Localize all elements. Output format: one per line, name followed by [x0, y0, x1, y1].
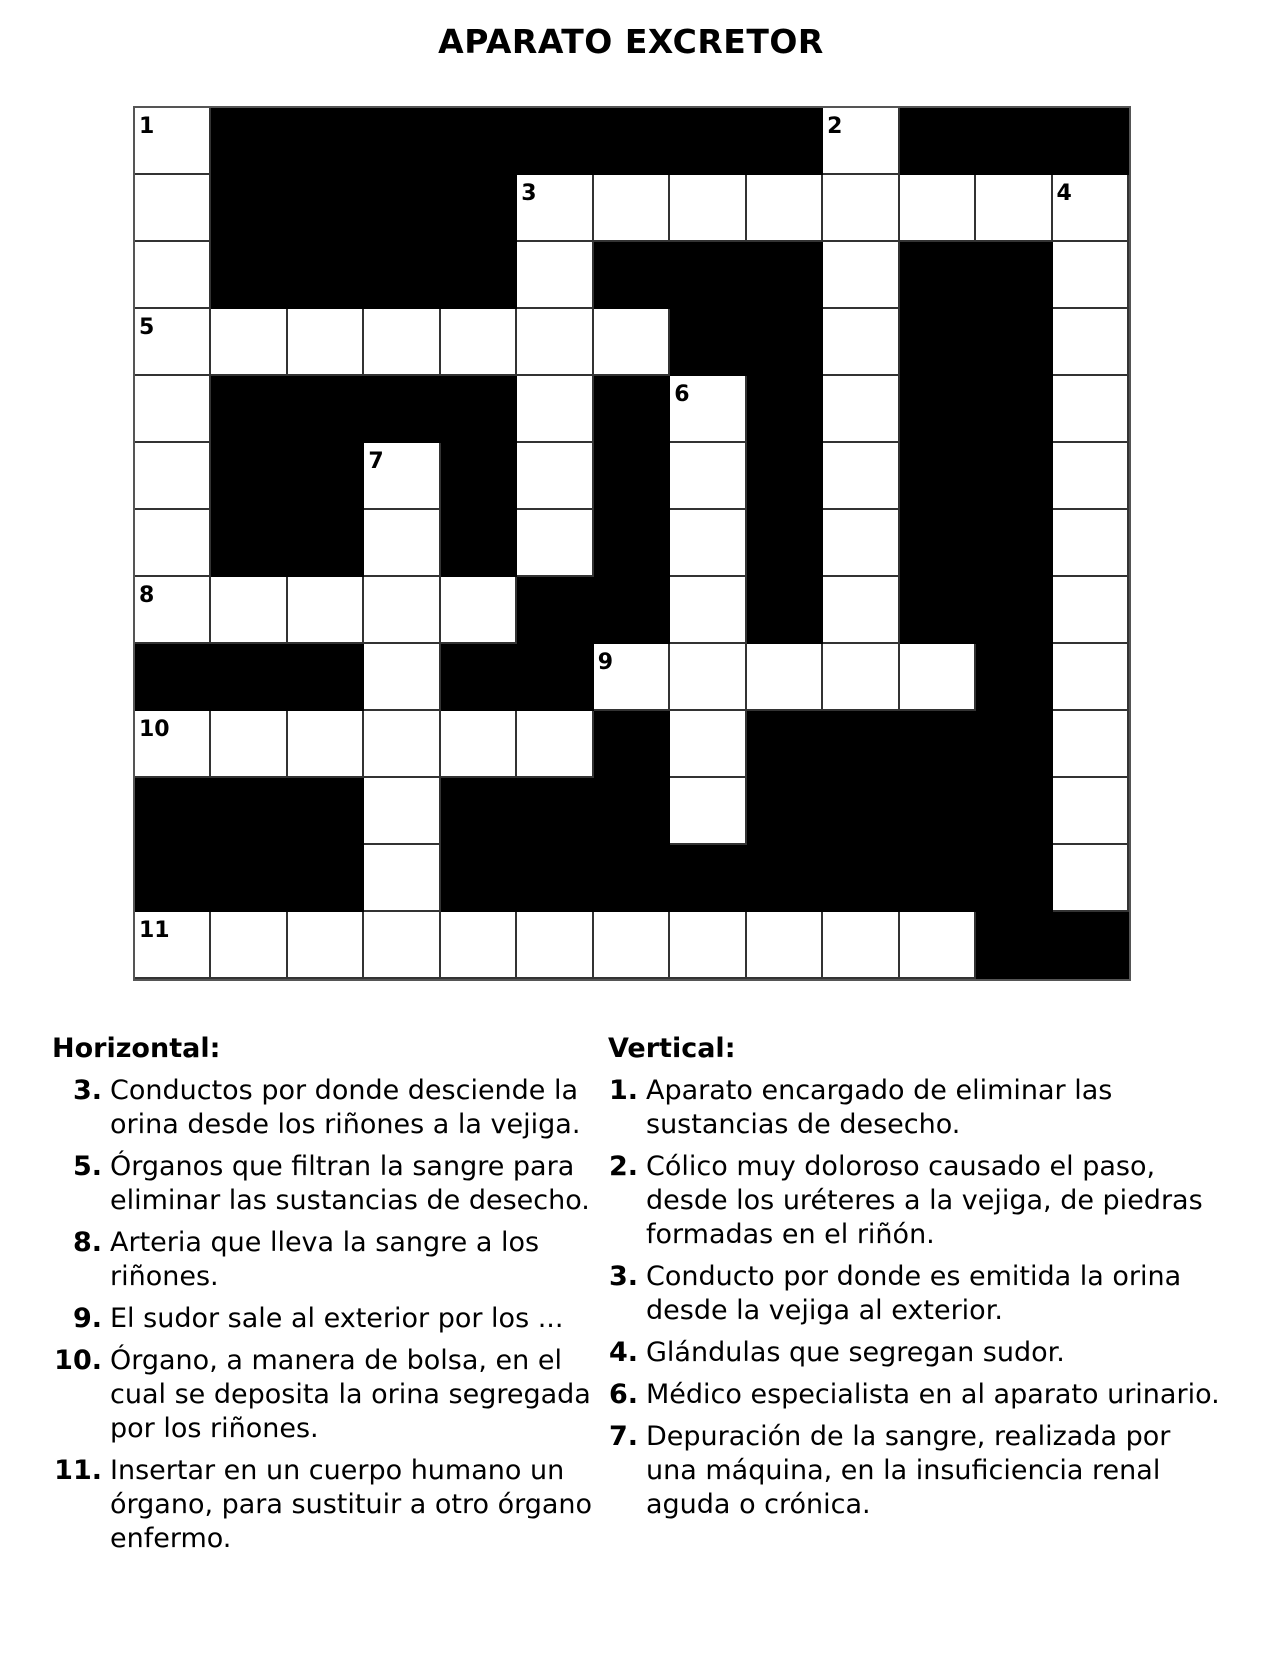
- blocked-cell: [594, 376, 670, 443]
- clue-text: Órgano, a manera de bolsa, en el cual se deposita la orina segregada por los riñones.: [110, 1345, 591, 1444]
- clue-text: Arteria que lleva la sangre a los riñones.: [110, 1227, 540, 1292]
- clue-number: 6: [674, 382, 690, 407]
- crossword-cell[interactable]: [135, 711, 211, 778]
- blocked-cell: [976, 309, 1052, 376]
- blocked-cell: [594, 711, 670, 778]
- blocked-cell: [135, 644, 211, 711]
- blocked-cell: [823, 711, 899, 778]
- blocked-cell: [747, 309, 823, 376]
- blocked-cell: [441, 376, 517, 443]
- crossword-cell[interactable]: [135, 912, 211, 979]
- blocked-cell: [594, 845, 670, 912]
- blocked-cell: [288, 845, 364, 912]
- blocked-cell: [211, 778, 287, 845]
- crossword-cell[interactable]: [135, 577, 211, 644]
- crossword-cell[interactable]: [517, 242, 593, 309]
- blocked-cell: [594, 242, 670, 309]
- crossword-cell[interactable]: [364, 510, 440, 577]
- blocked-cell: [900, 309, 976, 376]
- clue-text: Aparato encargado de eliminar las sustancias de desecho.: [646, 1075, 1113, 1140]
- clue-text: Glándulas que segregan sudor.: [646, 1337, 1065, 1368]
- clue-number-label: 4.: [608, 1337, 638, 1368]
- crossword-cell[interactable]: [441, 309, 517, 376]
- crossword-cell[interactable]: [823, 577, 899, 644]
- clue-number-label: 10.: [54, 1345, 102, 1376]
- vertical-clue: [608, 1150, 1228, 1252]
- crossword-cell[interactable]: [364, 778, 440, 845]
- blocked-cell: [364, 376, 440, 443]
- crossword-cell[interactable]: [823, 309, 899, 376]
- crossword-cell[interactable]: [517, 309, 593, 376]
- blocked-cell: [441, 778, 517, 845]
- blocked-cell: [211, 108, 287, 175]
- crossword-cell[interactable]: [823, 108, 899, 175]
- blocked-cell: [976, 644, 1052, 711]
- blocked-cell: [976, 510, 1052, 577]
- blocked-cell: [976, 577, 1052, 644]
- crossword-cell[interactable]: [670, 443, 746, 510]
- blocked-cell: [747, 376, 823, 443]
- blocked-cell: [670, 242, 746, 309]
- horizontal-clue: [52, 1226, 612, 1294]
- blocked-cell: [364, 175, 440, 242]
- crossword-cell[interactable]: [747, 912, 823, 979]
- crossword-cell[interactable]: [594, 309, 670, 376]
- crossword-cell[interactable]: [670, 577, 746, 644]
- clue-number-label: 2.: [608, 1151, 638, 1182]
- crossword-cell[interactable]: [670, 644, 746, 711]
- crossword-cell[interactable]: [1053, 711, 1129, 778]
- vertical-heading: Vertical:: [608, 1033, 736, 1064]
- crossword-cell[interactable]: [1053, 175, 1129, 242]
- crossword-cell[interactable]: [135, 510, 211, 577]
- blocked-cell: [976, 108, 1052, 175]
- blocked-cell: [594, 443, 670, 510]
- blocked-cell: [517, 778, 593, 845]
- crossword-cell[interactable]: [1053, 242, 1129, 309]
- clue-number: 5: [139, 315, 155, 340]
- crossword-cell[interactable]: [441, 711, 517, 778]
- crossword-cell[interactable]: [594, 912, 670, 979]
- crossword-cell[interactable]: [976, 175, 1052, 242]
- clue-number-label: 9.: [72, 1303, 102, 1334]
- clue-number: 11: [139, 918, 170, 943]
- blocked-cell: [594, 577, 670, 644]
- crossword-cell[interactable]: [364, 845, 440, 912]
- crossword-cell[interactable]: [135, 443, 211, 510]
- blocked-cell: [441, 175, 517, 242]
- page-title: APARATO EXCRETOR: [438, 22, 824, 61]
- blocked-cell: [594, 108, 670, 175]
- blocked-cell: [976, 845, 1052, 912]
- blocked-cell: [441, 510, 517, 577]
- blocked-cell: [747, 845, 823, 912]
- crossword-cell[interactable]: [517, 175, 593, 242]
- clue-number-label: 1.: [608, 1075, 638, 1106]
- blocked-cell: [441, 644, 517, 711]
- crossword-cell[interactable]: [823, 644, 899, 711]
- blocked-cell: [211, 242, 287, 309]
- blocked-cell: [594, 510, 670, 577]
- crossword-cell[interactable]: [135, 309, 211, 376]
- clue-number: 1: [139, 114, 155, 139]
- blocked-cell: [135, 778, 211, 845]
- crossword-cell[interactable]: [1053, 577, 1129, 644]
- crossword-cell[interactable]: [288, 711, 364, 778]
- blocked-cell: [288, 376, 364, 443]
- crossword-cell[interactable]: [211, 577, 287, 644]
- crossword-cell[interactable]: [670, 510, 746, 577]
- crossword-cell[interactable]: [364, 309, 440, 376]
- horizontal-clue: [52, 1344, 612, 1446]
- crossword-cell[interactable]: [364, 711, 440, 778]
- crossword-cell[interactable]: [594, 175, 670, 242]
- blocked-cell: [1053, 912, 1129, 979]
- crossword-cell[interactable]: [135, 175, 211, 242]
- blocked-cell: [900, 242, 976, 309]
- clue-number: 2: [827, 114, 843, 139]
- blocked-cell: [976, 778, 1052, 845]
- blocked-cell: [288, 108, 364, 175]
- crossword-cell[interactable]: [823, 912, 899, 979]
- crossword-cell[interactable]: [517, 711, 593, 778]
- blocked-cell: [900, 376, 976, 443]
- crossword-cell[interactable]: [211, 912, 287, 979]
- blocked-cell: [900, 577, 976, 644]
- blocked-cell: [747, 778, 823, 845]
- crossword-cell[interactable]: [1053, 309, 1129, 376]
- blocked-cell: [823, 778, 899, 845]
- blocked-cell: [747, 242, 823, 309]
- crossword-cell[interactable]: [288, 912, 364, 979]
- crossword-cell[interactable]: [517, 510, 593, 577]
- blocked-cell: [211, 644, 287, 711]
- clue-text: Conducto por donde es emitida la orina desde la vejiga al exterior.: [646, 1261, 1182, 1326]
- blocked-cell: [900, 845, 976, 912]
- blocked-cell: [135, 845, 211, 912]
- blocked-cell: [211, 175, 287, 242]
- blocked-cell: [976, 242, 1052, 309]
- crossword-cell[interactable]: [670, 175, 746, 242]
- blocked-cell: [976, 711, 1052, 778]
- clue-number: 3: [521, 181, 537, 206]
- clue-number-label: 6.: [608, 1379, 638, 1410]
- blocked-cell: [441, 108, 517, 175]
- blocked-cell: [288, 443, 364, 510]
- vertical-clue: [608, 1074, 1228, 1142]
- crossword-cell[interactable]: [1053, 845, 1129, 912]
- crossword-cell[interactable]: [670, 711, 746, 778]
- crossword-cell[interactable]: [135, 242, 211, 309]
- blocked-cell: [288, 510, 364, 577]
- blocked-cell: [747, 443, 823, 510]
- crossword-cell[interactable]: [441, 577, 517, 644]
- clue-text: Insertar en un cuerpo humano un órgano, para sustituir a otro órgano enfermo.: [110, 1455, 593, 1554]
- horizontal-clue: [52, 1074, 612, 1142]
- clue-text: Conductos por donde desciende la orina desde los riñones a la vejiga.: [110, 1075, 581, 1140]
- crossword-cell[interactable]: [900, 644, 976, 711]
- blocked-cell: [364, 108, 440, 175]
- blocked-cell: [517, 577, 593, 644]
- crossword-cell[interactable]: [288, 309, 364, 376]
- crossword-cell[interactable]: [1053, 778, 1129, 845]
- crossword-cell[interactable]: [517, 443, 593, 510]
- crossword-cell[interactable]: [900, 175, 976, 242]
- crossword-cell[interactable]: [823, 175, 899, 242]
- clue-number-label: 3.: [608, 1261, 638, 1292]
- blocked-cell: [211, 845, 287, 912]
- blocked-cell: [1053, 108, 1129, 175]
- blocked-cell: [747, 510, 823, 577]
- crossword-cell[interactable]: [1053, 510, 1129, 577]
- crossword-cell[interactable]: [1053, 376, 1129, 443]
- clue-number-label: 8.: [72, 1227, 102, 1258]
- crossword-cell[interactable]: [1053, 443, 1129, 510]
- crossword-cell[interactable]: [594, 644, 670, 711]
- clue-number: 10: [139, 717, 170, 742]
- vertical-clue: [608, 1378, 1228, 1412]
- horizontal-clues: [52, 1032, 612, 1564]
- clue-number: 7: [368, 449, 384, 474]
- crossword-cell[interactable]: [517, 912, 593, 979]
- crossword-cell[interactable]: [364, 443, 440, 510]
- crossword-cell[interactable]: [670, 912, 746, 979]
- crossword-cell[interactable]: [364, 577, 440, 644]
- blocked-cell: [211, 376, 287, 443]
- crossword-cell[interactable]: [211, 711, 287, 778]
- crossword-grid: [133, 106, 1131, 981]
- crossword-cell[interactable]: [900, 912, 976, 979]
- clue-text: Depuración de la sangre, realizada por una máquina, en la insuficiencia renal aguda o crónica.: [646, 1421, 1171, 1520]
- crossword-cell[interactable]: [364, 912, 440, 979]
- blocked-cell: [517, 108, 593, 175]
- vertical-clues: [608, 1032, 1228, 1530]
- crossword-cell[interactable]: [670, 778, 746, 845]
- blocked-cell: [900, 510, 976, 577]
- crossword-cell[interactable]: [823, 376, 899, 443]
- crossword-cell[interactable]: [823, 242, 899, 309]
- horizontal-clue: [52, 1150, 612, 1218]
- blocked-cell: [288, 242, 364, 309]
- blocked-cell: [747, 711, 823, 778]
- blocked-cell: [900, 711, 976, 778]
- crossword-cell[interactable]: [823, 443, 899, 510]
- blocked-cell: [670, 845, 746, 912]
- crossword-cell[interactable]: [747, 644, 823, 711]
- clue-number: 9: [597, 650, 614, 675]
- clue-number-label: 11.: [54, 1455, 102, 1486]
- blocked-cell: [900, 108, 976, 175]
- clue-number-label: 3.: [72, 1075, 102, 1106]
- clue-number-label: 5.: [72, 1151, 102, 1182]
- crossword-cell[interactable]: [211, 309, 287, 376]
- blocked-cell: [976, 443, 1052, 510]
- crossword-cell[interactable]: [670, 376, 746, 443]
- blocked-cell: [211, 443, 287, 510]
- blocked-cell: [288, 175, 364, 242]
- vertical-clue: [608, 1260, 1228, 1328]
- horizontal-clue: [52, 1302, 612, 1336]
- clue-number: 4: [1056, 181, 1072, 206]
- horizontal-heading: Horizontal:: [52, 1033, 221, 1064]
- crossword-cell[interactable]: [288, 577, 364, 644]
- blocked-cell: [670, 108, 746, 175]
- blocked-cell: [517, 644, 593, 711]
- clue-text: Órganos que filtran la sangre para eliminar las sustancias de desecho.: [110, 1151, 590, 1216]
- crossword-cell[interactable]: [747, 175, 823, 242]
- blocked-cell: [288, 644, 364, 711]
- clue-text: Cólico muy doloroso causado el paso, desde los uréteres a la vejiga, de piedras formadas en el riñón.: [646, 1151, 1203, 1250]
- blocked-cell: [976, 912, 1052, 979]
- blocked-cell: [211, 510, 287, 577]
- crossword-cell[interactable]: [364, 644, 440, 711]
- blocked-cell: [747, 108, 823, 175]
- blocked-cell: [441, 242, 517, 309]
- blocked-cell: [364, 242, 440, 309]
- blocked-cell: [670, 309, 746, 376]
- blocked-cell: [747, 577, 823, 644]
- crossword-cell[interactable]: [1053, 644, 1129, 711]
- crossword-cell[interactable]: [441, 912, 517, 979]
- blocked-cell: [517, 845, 593, 912]
- clue-text: El sudor sale al exterior por los ...: [110, 1303, 564, 1334]
- clue-number-label: 7.: [608, 1421, 638, 1452]
- vertical-clue: [608, 1336, 1228, 1370]
- blocked-cell: [976, 376, 1052, 443]
- blocked-cell: [441, 845, 517, 912]
- clue-number: 8: [139, 583, 155, 608]
- blocked-cell: [823, 845, 899, 912]
- blocked-cell: [441, 443, 517, 510]
- blocked-cell: [288, 778, 364, 845]
- crossword-cell[interactable]: [823, 510, 899, 577]
- crossword-cell[interactable]: [135, 108, 211, 175]
- crossword-cell[interactable]: [517, 376, 593, 443]
- blocked-cell: [900, 778, 976, 845]
- vertical-clue: [608, 1420, 1228, 1522]
- crossword-cell[interactable]: [135, 376, 211, 443]
- blocked-cell: [900, 443, 976, 510]
- blocked-cell: [594, 778, 670, 845]
- horizontal-clue: [52, 1454, 612, 1556]
- clue-text: Médico especialista en al aparato urinario.: [646, 1379, 1220, 1410]
